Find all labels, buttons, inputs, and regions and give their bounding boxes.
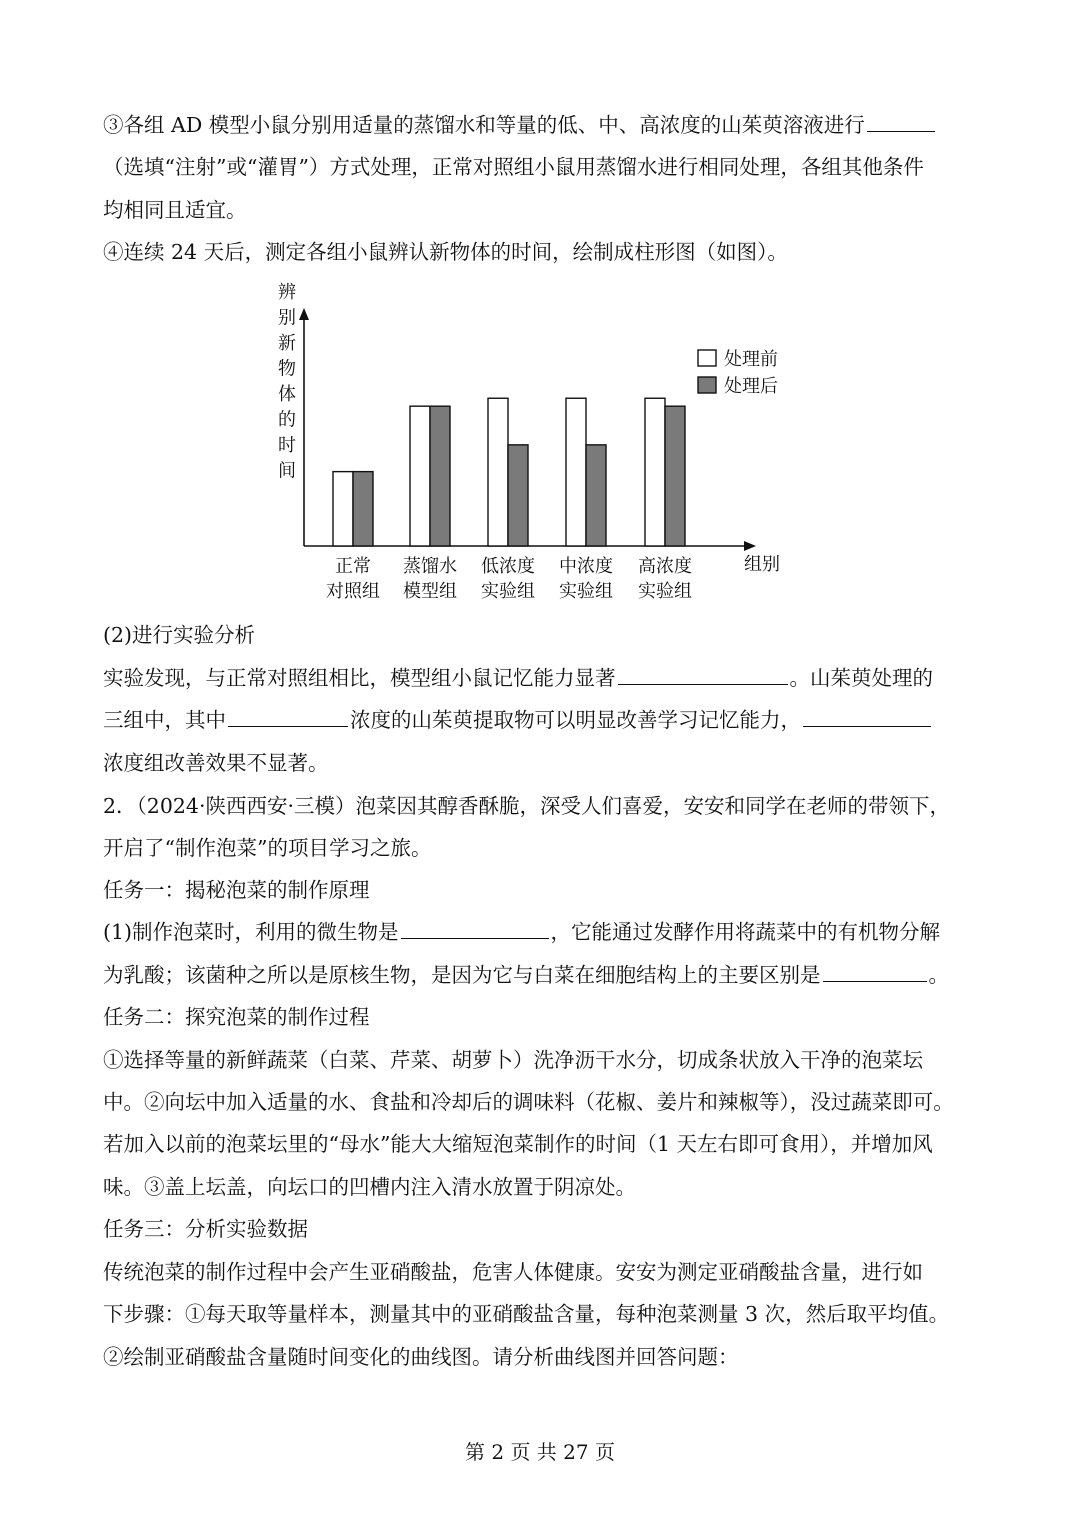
page-footer: 第 2 页 共 27 页 [465, 1440, 615, 1464]
bar-before-0 [333, 472, 353, 546]
answer-blank-structure[interactable] [823, 963, 927, 982]
x-category-label-3-1: 实验组 [559, 581, 613, 602]
bar-before-2 [488, 398, 508, 546]
y-axis-label [278, 282, 296, 482]
bars-group [333, 398, 685, 546]
q2-intro-line1: 2．（2024·陕西西安·三模）泡菜因其醇香酥脆，深受人们喜爱，安安和同学在老师的带领下， [103, 794, 950, 818]
answer-blank-effective-conc[interactable] [228, 708, 348, 727]
q2-task3-line3: ②绘制亚硝酸盐含量随时间变化的曲线图。请分析曲线图并回答问题： [103, 1345, 739, 1369]
y-axis-label-text: 辨别新物体的时间 [278, 282, 296, 482]
q2-task3-title: 任务三：分析实验数据 [103, 1217, 308, 1241]
bar-after-3 [586, 445, 606, 546]
answer-blank-ineffective-conc[interactable] [803, 708, 931, 727]
q1-step3-line1: ③各组 AD 模型小鼠分别用适量的蒸馏水和等量的低、中、高浓度的山茱萸溶液进行 [103, 111, 937, 139]
q2-task3-line1: 传统泡菜的制作过程中会产生亚硝酸盐，危害人体健康。安安为测定亚硝酸盐含量，进行如 [103, 1260, 923, 1284]
q2-task2-line2: 中。②向坛中加入适量的水、食盐和冷却后的调味料（花椒、姜片和辣椒等），没过蔬菜即可。 [103, 1090, 954, 1114]
legend-label-1: 处理后 [724, 376, 778, 397]
q2-task2-line3: 若加入以前的泡菜坛里的“母水”能大大缩短泡菜制作的时间（1 天左右即可食用），并增加风 [103, 1132, 933, 1156]
bar-before-4 [645, 398, 665, 546]
bar-chart [270, 280, 800, 610]
legend-swatch-1 [698, 377, 716, 393]
bar-after-0 [353, 472, 373, 546]
q1-analysis-line1: 实验发现，与正常对照组相比，模型组小鼠记忆能力显著 。山茱萸处理的 [103, 666, 933, 690]
chart-legend [698, 349, 778, 397]
bar-after-4 [665, 406, 685, 546]
x-category-label-3-0: 中浓度 [559, 556, 613, 577]
q1-step3-line3: 均相同且适宜。 [103, 198, 247, 222]
q2-intro-line2: 开启了“制作泡菜”的项目学习之旅。 [103, 836, 432, 860]
bar-before-3 [566, 398, 586, 546]
x-category-label-4-0: 高浓度 [638, 556, 692, 577]
q2-task1-title: 任务一：揭秘泡菜的制作原理 [103, 878, 370, 902]
q1-analysis-line3: 浓度组改善效果不显著。 [103, 751, 329, 775]
x-axis-label: 组别 [744, 554, 780, 575]
x-category-label-1-0: 蒸馏水 [403, 556, 457, 577]
q2-task2-title: 任务二：探究泡菜的制作过程 [103, 1005, 370, 1029]
bar-before-1 [410, 406, 430, 546]
x-category-labels [326, 556, 692, 602]
legend-label-0: 处理前 [724, 349, 778, 370]
answer-blank-memory[interactable] [618, 666, 788, 685]
legend-swatch-0 [698, 350, 716, 366]
x-category-label-2-0: 低浓度 [481, 556, 535, 577]
q1-analysis-title: (2)进行实验分析 [103, 623, 256, 647]
q2-task3-line2: 下步骤：①每天取等量样本，测量其中的亚硝酸盐含量，每种泡菜测量 3 次，然后取平均值。 [103, 1302, 950, 1326]
q2-task1-line2: 为乳酸；该菌种之所以是原核生物，是因为它与白菜在细胞结构上的主要区别是 。 [103, 963, 949, 987]
answer-blank-microbe[interactable] [401, 920, 549, 939]
bar-after-1 [430, 406, 450, 546]
q1-step4: ④连续 24 天后，测定各组小鼠辨认新物体的时间，绘制成柱形图（如图）。 [103, 240, 788, 264]
x-category-label-0-0: 正常 [335, 556, 371, 577]
q2-task2-line4: 味。③盖上坛盖，向坛口的凹槽内注入清水放置于阴凉处。 [103, 1175, 636, 1199]
x-axis-arrow [744, 541, 756, 551]
q1-analysis-line2: 三组中，其中 浓度的山茱萸提取物可以明显改善学习记忆能力， [103, 706, 933, 734]
bar-after-2 [508, 445, 528, 546]
answer-blank-method[interactable] [867, 113, 935, 132]
x-category-label-2-1: 实验组 [481, 581, 535, 602]
q2-task2-line1: ①选择等量的新鲜蔬菜（白菜、芹菜、胡萝卜）洗净沥干水分，切成条状放入干净的泡菜坛 [103, 1048, 923, 1072]
x-category-label-0-1: 对照组 [326, 581, 380, 602]
q2-task1-line1: (1)制作泡菜时，利用的微生物是 ，它能通过发酵作用将蔬菜中的有机物分解 [103, 920, 941, 944]
y-axis-arrow [299, 308, 309, 320]
q1-step3-line2: （选填“注射”或“灌胃”）方式处理，正常对照组小鼠用蒸馏水进行相同处理，各组其他条件 [103, 155, 924, 179]
x-category-label-4-1: 实验组 [638, 581, 692, 602]
x-category-label-1-1: 模型组 [403, 581, 457, 602]
